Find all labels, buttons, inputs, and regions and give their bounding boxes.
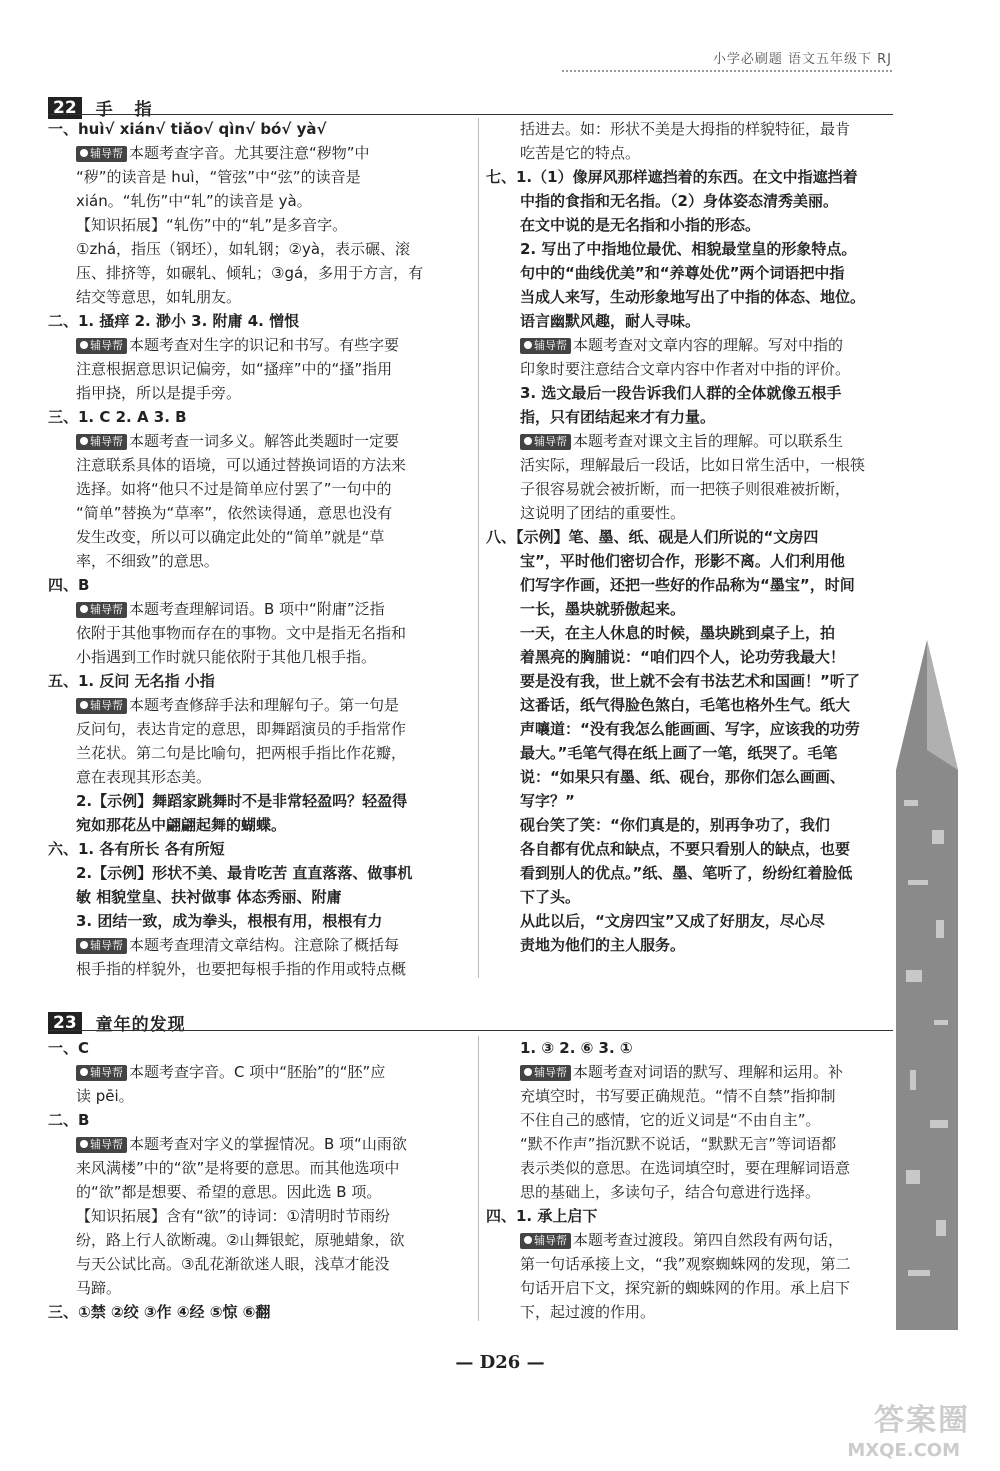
- text-line: [48, 1204, 463, 1228]
- text-line: [48, 885, 463, 909]
- text-line: [486, 621, 904, 645]
- text-line: [486, 141, 904, 165]
- text-line: [486, 405, 904, 429]
- line-text: 指，只有团结起来才有力量。: [520, 408, 716, 426]
- text-line: [48, 213, 463, 237]
- line-text: 根手指的样貌外，也要把每根手指的作用或特点概: [76, 960, 407, 978]
- line-text: 注意根据意思识记偏旁，如“搔痒”中的“搔”指用: [76, 360, 393, 378]
- line-text: 注意联系具体的语境，可以通过替换词语的方法来: [76, 456, 407, 474]
- badge-icon: [80, 605, 88, 613]
- line-text: 二、1. 搔痒 2. 渺小 3. 附庸 4. 憎恨: [48, 312, 300, 330]
- text-line: [48, 597, 463, 621]
- text-line: [48, 909, 463, 933]
- text-line: [486, 333, 904, 357]
- line-text: 马蹄。: [76, 1279, 122, 1297]
- line-text: 依附于其他事物而存在的事物。文中是指无名指和: [76, 624, 407, 642]
- tutor-help-badge: [520, 1065, 571, 1081]
- line-text: 本题考查对课文主旨的理解。可以联系生: [573, 432, 844, 450]
- line-text: 砚台笑了笑：“你们真是的，别再争功了，我们: [520, 816, 830, 834]
- line-text: 这说明了团结的重要性。: [520, 504, 686, 522]
- text-line: [486, 381, 904, 405]
- line-text: 读 pēi。: [76, 1087, 134, 1105]
- line-text: 看到别人的优点。”纸、墨、笔听了，纷纷红着脸低: [520, 864, 853, 882]
- text-line: [486, 357, 904, 381]
- tutor-help-badge: [76, 434, 127, 450]
- text-line: [48, 1276, 463, 1300]
- line-text: 句话开启下文，探究新的蜘蛛网的作用。承上启下: [520, 1279, 851, 1297]
- text-line: [486, 189, 904, 213]
- text-line: [48, 789, 463, 813]
- text-line: [48, 501, 463, 525]
- badge-label: 辅导帮: [534, 1066, 567, 1079]
- line-text: 责地为他们的主人服务。: [520, 936, 686, 954]
- line-text: 2.【示例】形状不美、最肯吃苦 直直落落、做事机: [76, 864, 413, 882]
- text-line: [48, 357, 463, 381]
- line-text: 中指的食指和无名指。（2）身体姿态清秀美丽。: [520, 192, 838, 210]
- line-text: 压、排挤等，如碾轧、倾轧；③gá，多用于方言，有: [76, 264, 424, 282]
- text-line: [486, 1084, 904, 1108]
- text-line: [48, 261, 463, 285]
- tutor-help-badge: [520, 338, 571, 354]
- text-line: [486, 933, 904, 957]
- section-22-number: 22: [48, 97, 82, 119]
- tutor-help-badge: [76, 1137, 127, 1153]
- text-line: [48, 405, 463, 429]
- text-line: [48, 621, 463, 645]
- line-text: 在文中说的是无名指和小指的形态。: [520, 216, 761, 234]
- tutor-help-badge: [520, 434, 571, 450]
- line-text: 发生改变，所以可以确定此处的“简单”就是“草: [76, 528, 385, 546]
- text-line: [48, 381, 463, 405]
- text-line: [486, 117, 904, 141]
- section-23-name: 童年的发现: [95, 1015, 186, 1035]
- text-line: [486, 765, 904, 789]
- text-line: [48, 237, 463, 261]
- calligraphy-pen-decoration: [896, 640, 958, 1330]
- line-text: 本题考查字音。尤其要注意“秽物”中: [129, 144, 370, 162]
- column-divider-2: [478, 1036, 479, 1321]
- text-line: [486, 693, 904, 717]
- line-text: 2.【示例】舞蹈家跳舞时不是非常轻盈吗？轻盈得: [76, 792, 408, 810]
- line-text: 指甲挠，所以是提手旁。: [76, 384, 242, 402]
- text-line: [486, 309, 904, 333]
- text-line: [486, 429, 904, 453]
- line-text: 【知识拓展】“轧伤”中的“轧”是多音字。: [76, 216, 348, 234]
- badge-label: 辅导帮: [534, 1234, 567, 1247]
- line-text: 本题考查理清文章结构。注意除了概括每: [129, 936, 400, 954]
- line-text: 六、1. 各有所长 各有所短: [48, 840, 225, 858]
- badge-icon: [524, 1068, 532, 1076]
- text-line: [48, 1300, 463, 1324]
- line-text: 要是没有我，世上就不会有书法艺术和国画！”听了: [520, 672, 860, 690]
- text-line: [48, 1132, 463, 1156]
- text-line: [48, 813, 463, 837]
- section-22-rule: [48, 114, 893, 115]
- section-22-left-column: [48, 117, 463, 981]
- line-text: 不住自己的感情，它的近义词是“不由自主”。: [520, 1111, 821, 1129]
- line-text: 二、B: [48, 1111, 90, 1129]
- text-line: [48, 285, 463, 309]
- badge-icon: [524, 341, 532, 349]
- text-line: [486, 813, 904, 837]
- line-text: 第一句话承接上文，“我”观察蜘蛛网的发现，第二: [520, 1255, 851, 1273]
- line-text: 下了头。: [520, 888, 581, 906]
- text-line: [48, 1228, 463, 1252]
- line-text: xián。“轧伤”中“轧”的读音是 yà。: [76, 192, 312, 210]
- line-text: 印象时要注意结合文章内容中作者对中指的评价。: [520, 360, 851, 378]
- line-text: 来风满楼”中的“欲”是将要的意思。而其他选项中: [76, 1159, 400, 1177]
- line-text: 着黑亮的胸脯说：“咱们四个人，论功劳我最大！: [520, 648, 845, 666]
- line-text: 从此以后，“文房四宝”又成了好朋友，尽心尽: [520, 912, 825, 930]
- text-line: [48, 525, 463, 549]
- line-text: 括进去。如：形状不美是大拇指的样貌特征，最肯: [520, 120, 851, 138]
- line-text: 一、C: [48, 1039, 90, 1057]
- line-text: 本题考查对词语的默写、理解和运用。补: [573, 1063, 844, 1081]
- text-line: [486, 741, 904, 765]
- line-text: 说：“如果只有墨、纸、砚台，那你们怎么画画、: [520, 768, 845, 786]
- line-text: 反问句，表达肯定的意思，即舞蹈演员的手指常作: [76, 720, 407, 738]
- line-text: 语言幽默风趣，耐人寻味。: [520, 312, 701, 330]
- line-text: 充填空时，书写要正确规范。“情不自禁”指抑制: [520, 1087, 836, 1105]
- line-text: 本题考查过渡段。第四自然段有两句话，: [573, 1231, 844, 1249]
- text-line: [48, 1108, 463, 1132]
- line-text: 兰花状。第二句是比喻句，把两根手指比作花瓣，: [76, 744, 407, 762]
- text-line: [486, 525, 904, 549]
- line-text: “秽”的读音是 huì，“管弦”中“弦”的读音是: [76, 168, 361, 186]
- text-line: [486, 645, 904, 669]
- text-line: [486, 501, 904, 525]
- text-line: [48, 717, 463, 741]
- line-text: 本题考查理解词语。B 项中“附庸”泛指: [129, 600, 385, 618]
- line-text: 子很容易就会被折断，而一把筷子则很难被折断，: [520, 480, 851, 498]
- line-text: 本题考查对生字的识记和书写。有些字要: [129, 336, 400, 354]
- line-text: 当成人来写，生动形象地写出了中指的体态、地位。: [520, 288, 866, 306]
- line-text: 下，起过渡的作用。: [520, 1303, 656, 1321]
- text-line: [48, 693, 463, 717]
- line-text: 敏 相貌堂皇、扶衬做事 体态秀丽、附庸: [76, 888, 342, 906]
- text-line: [48, 861, 463, 885]
- line-text: “简单”替换为“草率”，依然读得通，意思也没有: [76, 504, 393, 522]
- text-line: [486, 237, 904, 261]
- line-text: 一长，墨块就骄傲起来。: [520, 600, 686, 618]
- text-line: [486, 1300, 904, 1324]
- header-series: 小学必刷题 语文五年级下 RJ: [712, 52, 892, 67]
- text-line: [48, 573, 463, 597]
- text-line: [48, 669, 463, 693]
- text-line: [48, 1252, 463, 1276]
- section-22-name: 手 指: [95, 100, 160, 120]
- watermark-url: MXQE.COM: [847, 1440, 960, 1461]
- tutor-help-badge: [76, 602, 127, 618]
- line-text: 四、1. 承上启下: [486, 1207, 598, 1225]
- section-23-rule: [48, 1030, 893, 1031]
- text-line: [48, 189, 463, 213]
- badge-icon: [80, 1068, 88, 1076]
- line-text: 选择。如将“他只不过是简单应付罢了”一句中的: [76, 480, 392, 498]
- line-text: 吃苦是它的特点。: [520, 144, 641, 162]
- line-text: 八、【示例】笔、墨、纸、砚是人们所说的“文房四: [486, 528, 819, 546]
- badge-label: 辅导帮: [90, 699, 123, 712]
- text-line: [48, 933, 463, 957]
- text-line: [486, 1276, 904, 1300]
- text-line: [486, 549, 904, 573]
- text-line: [486, 1108, 904, 1132]
- text-line: [486, 285, 904, 309]
- line-text: 本题考查修辞手法和理解句子。第一句是: [129, 696, 400, 714]
- line-text: 声嚷道：“没有我怎么能画画、写字，应该我的功劳: [520, 720, 860, 738]
- section-23-title: [48, 1010, 186, 1035]
- line-text: 宛如那花丛中翩翩起舞的蝴蝶。: [76, 816, 287, 834]
- text-line: [486, 213, 904, 237]
- section-22-right-column: [486, 117, 904, 957]
- badge-icon: [524, 437, 532, 445]
- text-line: [486, 573, 904, 597]
- text-line: [48, 957, 463, 981]
- text-line: [48, 1036, 463, 1060]
- line-text: 宝”，平时他们密切合作，形影不离。人们利用他: [520, 552, 845, 570]
- line-text: 活实际，理解最后一段话，比如日常生活中，一根筷: [520, 456, 866, 474]
- line-text: 这番话，纸气得脸色煞白，毛笔也格外生气。纸大: [520, 696, 851, 714]
- text-line: [486, 165, 904, 189]
- text-line: [48, 1180, 463, 1204]
- text-line: [486, 909, 904, 933]
- line-text: 的“欲”都是想要、希望的意思。因此选 B 项。: [76, 1183, 382, 1201]
- line-text: 三、①禁 ②绞 ③作 ④经 ⑤惊 ⑥翻: [48, 1303, 271, 1321]
- badge-label: 辅导帮: [534, 339, 567, 352]
- text-line: [48, 309, 463, 333]
- badge-icon: [80, 341, 88, 349]
- line-text: 1. ③ 2. ⑥ 3. ①: [520, 1039, 633, 1057]
- header-dotted-rule: [562, 70, 892, 72]
- line-text: 七、1.（1）像屏风那样遮挡着的东西。在文中指遮挡着: [486, 168, 858, 186]
- text-line: [48, 453, 463, 477]
- text-line: [48, 429, 463, 453]
- tutor-help-badge: [76, 338, 127, 354]
- line-text: 意在表现其形态美。: [76, 768, 212, 786]
- line-text: 3. 团结一致，成为拳头，根根有用，根根有力: [76, 912, 383, 930]
- badge-label: 辅导帮: [90, 939, 123, 952]
- text-line: [48, 165, 463, 189]
- text-line: [48, 333, 463, 357]
- line-text: 结交等意思，如轧朋友。: [76, 288, 242, 306]
- badge-icon: [80, 1140, 88, 1148]
- line-text: ①zhá，指压（钢坯），如轧钢；②yà，表示碾、滚: [76, 240, 411, 258]
- tutor-help-badge: [76, 1065, 127, 1081]
- text-line: [48, 117, 463, 141]
- line-text: 句中的“曲线优美”和“养尊处优”两个词语把中指: [520, 264, 845, 282]
- line-text: 本题考查对字义的掌握情况。B 项“山雨欲: [129, 1135, 407, 1153]
- text-line: [486, 1228, 904, 1252]
- badge-label: 辅导帮: [90, 435, 123, 448]
- line-text: 四、B: [48, 576, 90, 594]
- badge-icon: [80, 149, 88, 157]
- text-line: [486, 477, 904, 501]
- section-23-left-column: [48, 1036, 463, 1324]
- text-line: [48, 765, 463, 789]
- line-text: “默不作声”指沉默不说话，“默默无言”等词语都: [520, 1135, 837, 1153]
- text-line: [48, 741, 463, 765]
- line-text: 们写字作画，还把一些好的作品称为“墨宝”，时间: [520, 576, 855, 594]
- line-text: 一天，在主人休息的时候，墨块跳到桌子上，拍: [520, 624, 836, 642]
- line-text: 【知识拓展】含有“欲”的诗词：①清明时节雨纷: [76, 1207, 390, 1225]
- line-text: 写字？”: [520, 792, 575, 810]
- text-line: [48, 549, 463, 573]
- badge-icon: [80, 701, 88, 709]
- text-line: [486, 1060, 904, 1084]
- line-text: 思的基础上，多读句子，结合句意进行选择。: [520, 1183, 821, 1201]
- badge-label: 辅导帮: [90, 147, 123, 160]
- tutor-help-badge: [76, 698, 127, 714]
- watermark-logo: 答案圈: [874, 1403, 970, 1438]
- text-line: [486, 1036, 904, 1060]
- line-text: 率，不细致”的意思。: [76, 552, 219, 570]
- text-line: [486, 1156, 904, 1180]
- text-line: [486, 717, 904, 741]
- text-line: [486, 885, 904, 909]
- section-23-number: 23: [48, 1012, 82, 1034]
- line-text: 最大。”毛笔气得在纸上画了一笔，纸哭了。毛笔: [520, 744, 838, 762]
- line-text: 小指遇到工作时就只能依附于其他几根手指。: [76, 648, 377, 666]
- tutor-help-badge: [76, 938, 127, 954]
- column-divider: [478, 118, 479, 978]
- section-23-right-column: [486, 1036, 904, 1324]
- text-line: [48, 1084, 463, 1108]
- text-line: [486, 789, 904, 813]
- line-text: 一、huì√ xián√ tiǎo√ qìn√ bó√ yà√: [48, 120, 327, 138]
- text-line: [48, 1060, 463, 1084]
- text-line: [486, 261, 904, 285]
- badge-label: 辅导帮: [90, 339, 123, 352]
- line-text: 表示类似的意思。在选词填空时，要在理解词语意: [520, 1159, 851, 1177]
- page-number: — D26 —: [455, 1352, 545, 1373]
- line-text: 各自都有优点和缺点，不要只看别人的缺点，也要: [520, 840, 851, 858]
- tutor-help-badge: [520, 1233, 571, 1249]
- badge-icon: [80, 941, 88, 949]
- badge-icon: [80, 437, 88, 445]
- badge-label: 辅导帮: [90, 1138, 123, 1151]
- text-line: [48, 141, 463, 165]
- text-line: [48, 837, 463, 861]
- badge-label: 辅导帮: [90, 1066, 123, 1079]
- badge-label: 辅导帮: [90, 603, 123, 616]
- line-text: 本题考查字音。C 项中“胚胎”的“胚”应: [129, 1063, 386, 1081]
- line-text: 与天公试比高。③乱花渐欲迷人眼，浅草才能没: [76, 1255, 390, 1273]
- text-line: [486, 1180, 904, 1204]
- line-text: 3. 选文最后一段告诉我们人群的全体就像五根手: [520, 384, 842, 402]
- tutor-help-badge: [76, 146, 127, 162]
- text-line: [486, 669, 904, 693]
- text-line: [486, 1252, 904, 1276]
- badge-icon: [524, 1236, 532, 1244]
- line-text: 纷，路上行人欲断魂。②山舞银蛇，原驰蜡象，欲: [76, 1231, 405, 1249]
- text-line: [486, 453, 904, 477]
- badge-label: 辅导帮: [534, 435, 567, 448]
- text-line: [486, 837, 904, 861]
- text-line: [486, 861, 904, 885]
- line-text: 本题考查一词多义。解答此类题时一定要: [129, 432, 400, 450]
- text-line: [486, 1132, 904, 1156]
- text-line: [48, 477, 463, 501]
- text-line: [486, 1204, 904, 1228]
- line-text: 2. 写出了中指地位最优、相貌最堂皇的形象特点。: [520, 240, 857, 258]
- text-line: [48, 645, 463, 669]
- text-line: [48, 1156, 463, 1180]
- line-text: 五、1. 反问 无名指 小指: [48, 672, 215, 690]
- text-line: [486, 597, 904, 621]
- line-text: 本题考查对文章内容的理解。写对中指的: [573, 336, 844, 354]
- line-text: 三、1. C 2. A 3. B: [48, 408, 187, 426]
